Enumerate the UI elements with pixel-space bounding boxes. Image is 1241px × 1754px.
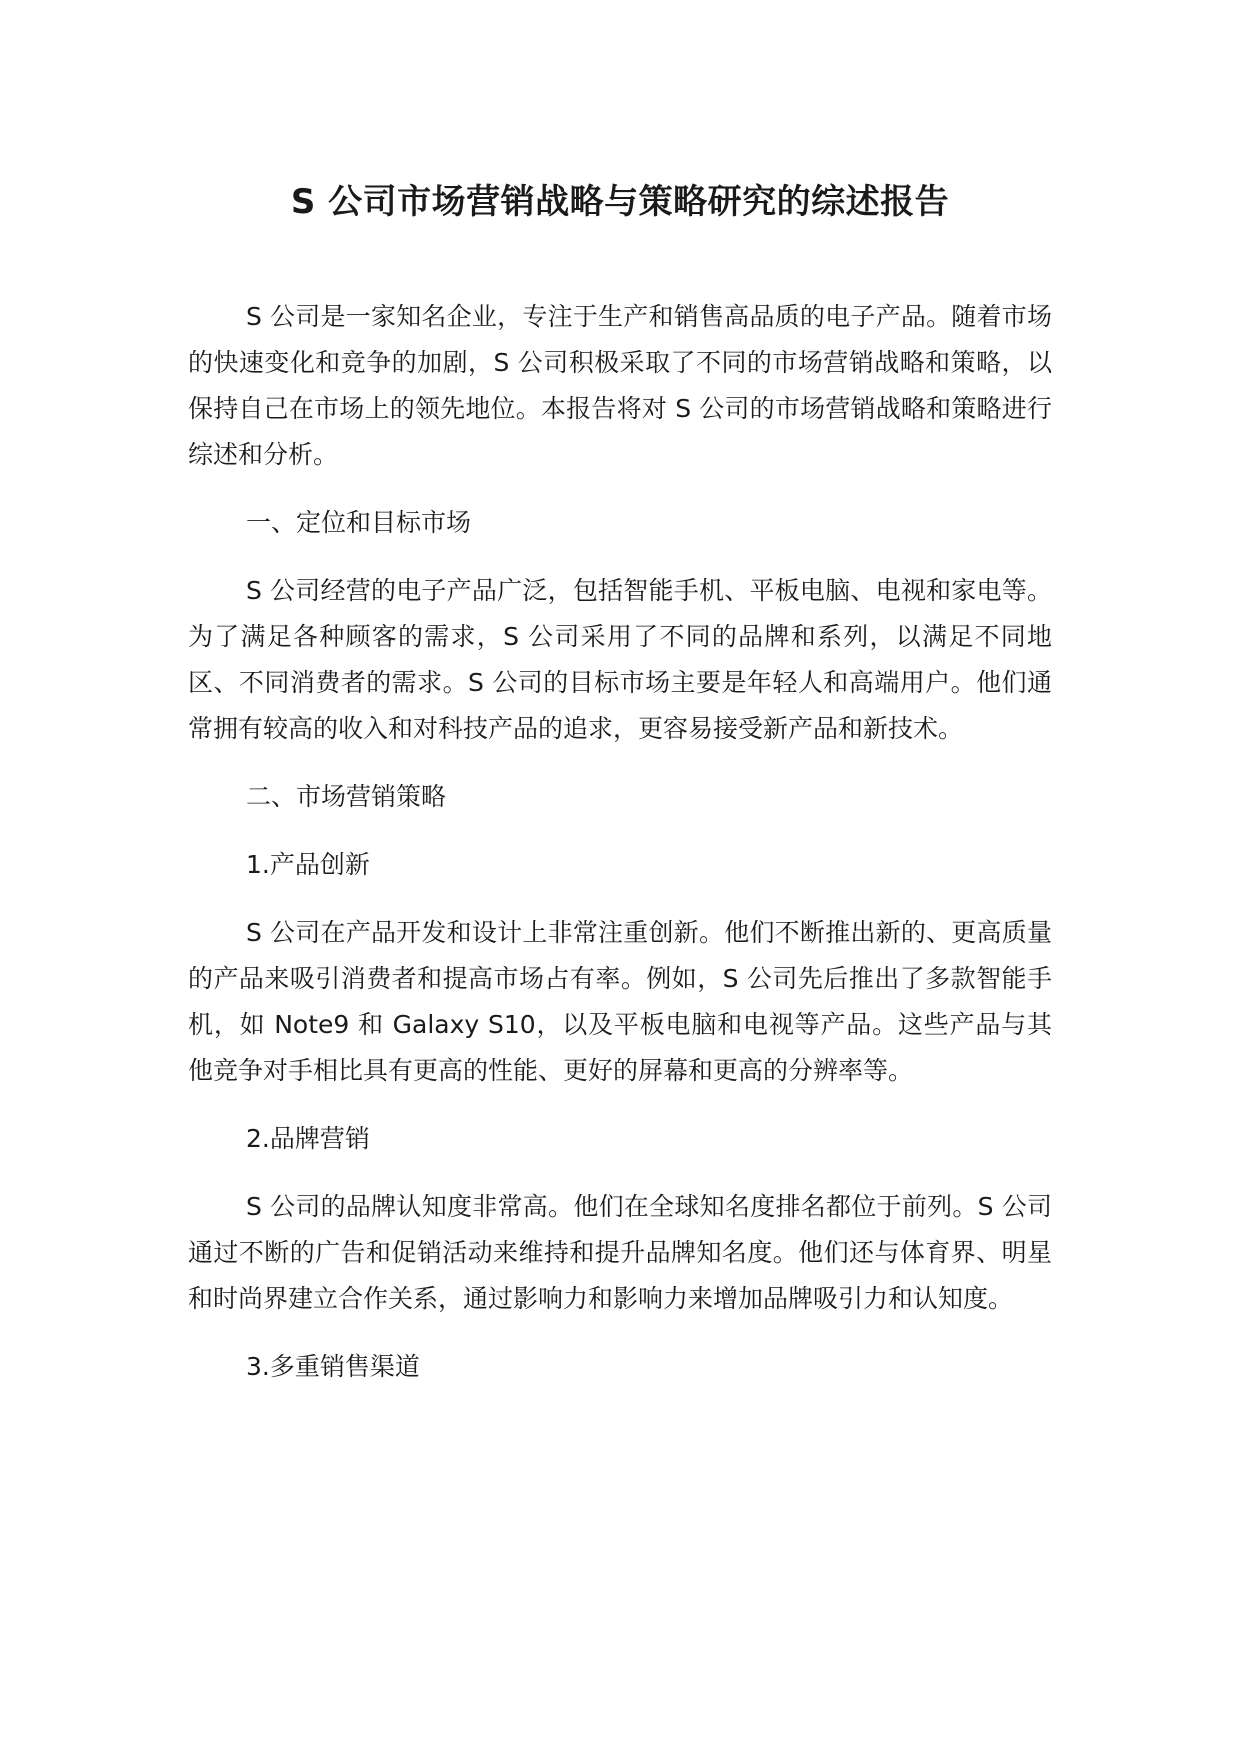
subheading-sales-channels: 3.多重销售渠道 xyxy=(246,1352,420,1381)
intro-paragraph: S 公司是一家知名企业，专注于生产和销售高品质的电子产品。随着市场的快速变化和竞争的加剧，S 公司积极采取了不同的市场营销战略和策略，以保持自己在市场上的领先地位。本报告将对 S 公司的市场营销战略和策略进行综述和分析。 xyxy=(188,302,1052,469)
section-heading-marketing-strategy: 二、市场营销策略 xyxy=(246,782,447,811)
product-innovation-paragraph: S 公司在产品开发和设计上非常注重创新。他们不断推出新的、更高质量的产品来吸引消费者和提高市场占有率。例如，S 公司先后推出了多款智能手机，如 Note9 和 Galaxy S10，以及平板电脑和电视等产品。这些产品与其他竞争对手相比具有更高的性能、更好的屏幕和更高的分辨率等。 xyxy=(188,918,1052,1085)
document-title: S 公司市场营销战略与策略研究的综述报告 xyxy=(290,182,950,222)
brand-marketing-paragraph: S 公司的品牌认知度非常高。他们在全球知名度排名都位于前列。S 公司通过不断的广告和促销活动来维持和提升品牌知名度。他们还与体育界、明星和时尚界建立合作关系，通过影响力和影响力来增加品牌吸引力和认知度。 xyxy=(188,1192,1052,1313)
section-heading-positioning: 一、定位和目标市场 xyxy=(246,508,472,537)
positioning-paragraph: S 公司经营的电子产品广泛，包括智能手机、平板电脑、电视和家电等。为了满足各种顾客的需求，S 公司采用了不同的品牌和系列，以满足不同地区、不同消费者的需求。S 公司的目标市场主要是年轻人和高端用户。他们通常拥有较高的收入和对科技产品的追求，更容易接受新产品和新技术。 xyxy=(188,576,1052,743)
subheading-brand-marketing: 2.品牌营销 xyxy=(246,1124,370,1153)
subheading-product-innovation: 1.产品创新 xyxy=(246,850,370,879)
